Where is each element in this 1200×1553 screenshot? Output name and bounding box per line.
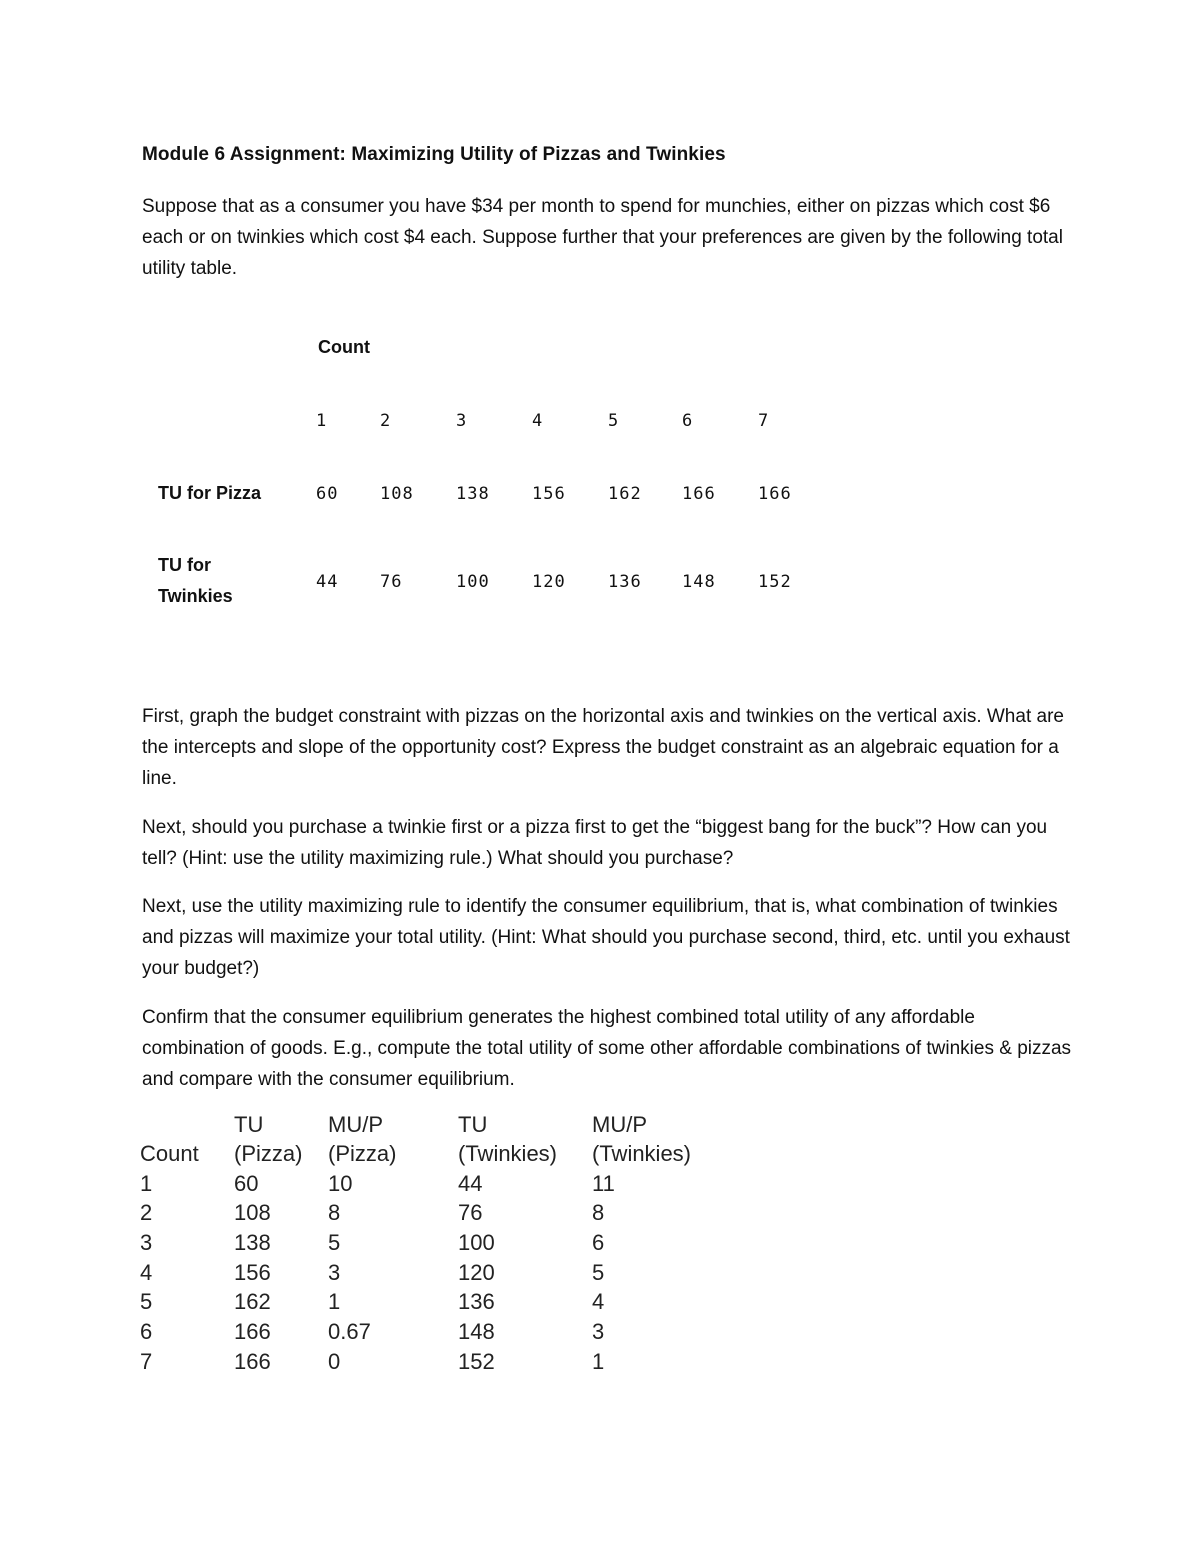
pizza-tu-cell: 108 bbox=[380, 484, 414, 504]
question-budget-constraint: First, graph the budget constraint with pizzas on the horizontal axis and twinkies on the vertical axis. What are the intercepts and slope of the opportunity cost? Express the budget constraint as an algebraic equation for a line. bbox=[142, 706, 1064, 789]
pizza-tu-cell: 166 bbox=[758, 484, 792, 504]
pizza-tu-cell: 162 bbox=[608, 484, 642, 504]
count-cell: 5 bbox=[608, 411, 620, 431]
twinkies-tu-cell: 44 bbox=[316, 572, 339, 592]
row-tu-twinkies: 152 bbox=[458, 1349, 495, 1374]
row-count: 2 bbox=[140, 1200, 153, 1225]
row-tu-twinkies: 136 bbox=[458, 1289, 495, 1314]
twinkies-row-label-line2: Twinkies bbox=[158, 586, 233, 606]
row-mup-twinkies: 1 bbox=[592, 1349, 605, 1374]
header-tu-twinkies-line1: TU bbox=[458, 1112, 488, 1137]
row-mup-twinkies: 8 bbox=[592, 1200, 605, 1225]
row-mup-twinkies: 5 bbox=[592, 1260, 605, 1285]
row-tu-pizza: 60 bbox=[234, 1171, 259, 1196]
row-count: 7 bbox=[140, 1349, 153, 1374]
row-mup-pizza: 8 bbox=[328, 1200, 341, 1225]
count-cell: 7 bbox=[758, 411, 770, 431]
header-tu-pizza-line1: TU bbox=[234, 1112, 264, 1137]
row-tu-twinkies: 100 bbox=[458, 1230, 495, 1255]
row-tu-pizza: 162 bbox=[234, 1289, 271, 1314]
count-cell: 2 bbox=[380, 411, 392, 431]
pizza-row-label: TU for Pizza bbox=[158, 483, 262, 503]
row-mup-pizza: 3 bbox=[328, 1260, 341, 1285]
twinkies-tu-cell: 148 bbox=[682, 572, 716, 592]
question-first-purchase: Next, should you purchase a twinkie first or a pizza first to get the “biggest bang for the buck”? How can you tell? (Hint: use the utility maximizing rule.) What should you purchase? bbox=[142, 817, 1048, 869]
row-mup-pizza: 0.67 bbox=[328, 1319, 371, 1344]
header-tu-pizza-line2: (Pizza) bbox=[234, 1141, 303, 1166]
row-tu-pizza: 156 bbox=[234, 1260, 271, 1285]
row-mup-pizza: 10 bbox=[328, 1171, 353, 1196]
twinkies-row-label-line1: TU for bbox=[158, 555, 211, 575]
row-tu-pizza: 138 bbox=[234, 1230, 271, 1255]
row-mup-pizza: 0 bbox=[328, 1349, 341, 1374]
row-mup-twinkies: 3 bbox=[592, 1319, 605, 1344]
document-title: Module 6 Assignment: Maximizing Utility of Pizzas and Twinkies bbox=[142, 144, 726, 165]
question-consumer-equilibrium: Next, use the utility maximizing rule to identify the consumer equilibrium, that is, what combination of twinkies and pizzas will maximize your total utility. (Hint: What should you purchase second, third, etc. until you exhaust your budget?) bbox=[142, 896, 1070, 979]
row-count: 3 bbox=[140, 1230, 153, 1255]
header-mup-pizza-line2: (Pizza) bbox=[328, 1141, 397, 1166]
header-mup-pizza-line1: MU/P bbox=[328, 1112, 383, 1137]
row-mup-twinkies: 11 bbox=[592, 1171, 615, 1196]
intro-paragraph: Suppose that as a consumer you have $34 per month to spend for munchies, either on pizzas which cost $6 each or on twinkies which cost $4 each. Suppose further that your preferences are given by the following total utility table. bbox=[142, 196, 1063, 279]
count-cell: 1 bbox=[316, 411, 328, 431]
twinkies-tu-cell: 76 bbox=[380, 572, 403, 592]
twinkies-tu-cell: 120 bbox=[532, 572, 566, 592]
header-tu-twinkies-line2: (Twinkies) bbox=[458, 1141, 558, 1166]
count-cell: 6 bbox=[682, 411, 694, 431]
pizza-tu-cell: 60 bbox=[316, 484, 339, 504]
row-tu-twinkies: 148 bbox=[458, 1319, 495, 1344]
row-tu-pizza: 166 bbox=[234, 1319, 271, 1344]
header-mup-twinkies-line2: (Twinkies) bbox=[592, 1141, 692, 1166]
row-mup-twinkies: 4 bbox=[592, 1289, 605, 1314]
header-count: Count bbox=[140, 1141, 199, 1166]
pizza-tu-cell: 156 bbox=[532, 484, 566, 504]
row-count: 6 bbox=[140, 1319, 153, 1344]
row-tu-twinkies: 44 bbox=[458, 1171, 483, 1196]
twinkies-tu-cell: 152 bbox=[758, 572, 792, 592]
row-tu-twinkies: 76 bbox=[458, 1200, 483, 1225]
count-cell: 3 bbox=[456, 411, 468, 431]
row-mup-pizza: 1 bbox=[328, 1289, 341, 1314]
header-mup-twinkies-line1: MU/P bbox=[592, 1112, 647, 1137]
count-header: Count bbox=[318, 337, 370, 357]
twinkies-tu-cell: 136 bbox=[608, 572, 642, 592]
question-confirm-equilibrium: Confirm that the consumer equilibrium generates the highest combined total utility of any affordable combination of goods. E.g., compute the total utility of some other affordable combinations of twinkies & pizzas and compare with the consumer equilibrium. bbox=[142, 1007, 1072, 1090]
row-count: 5 bbox=[140, 1289, 153, 1314]
row-mup-twinkies: 6 bbox=[592, 1230, 605, 1255]
row-tu-pizza: 166 bbox=[234, 1349, 271, 1374]
row-count: 1 bbox=[140, 1171, 153, 1196]
pizza-tu-cell: 138 bbox=[456, 484, 490, 504]
row-count: 4 bbox=[140, 1260, 153, 1285]
row-tu-pizza: 108 bbox=[234, 1200, 271, 1225]
count-cell: 4 bbox=[532, 411, 544, 431]
row-tu-twinkies: 120 bbox=[458, 1260, 495, 1285]
twinkies-tu-cell: 100 bbox=[456, 572, 490, 592]
row-mup-pizza: 5 bbox=[328, 1230, 341, 1255]
pizza-tu-cell: 166 bbox=[682, 484, 716, 504]
